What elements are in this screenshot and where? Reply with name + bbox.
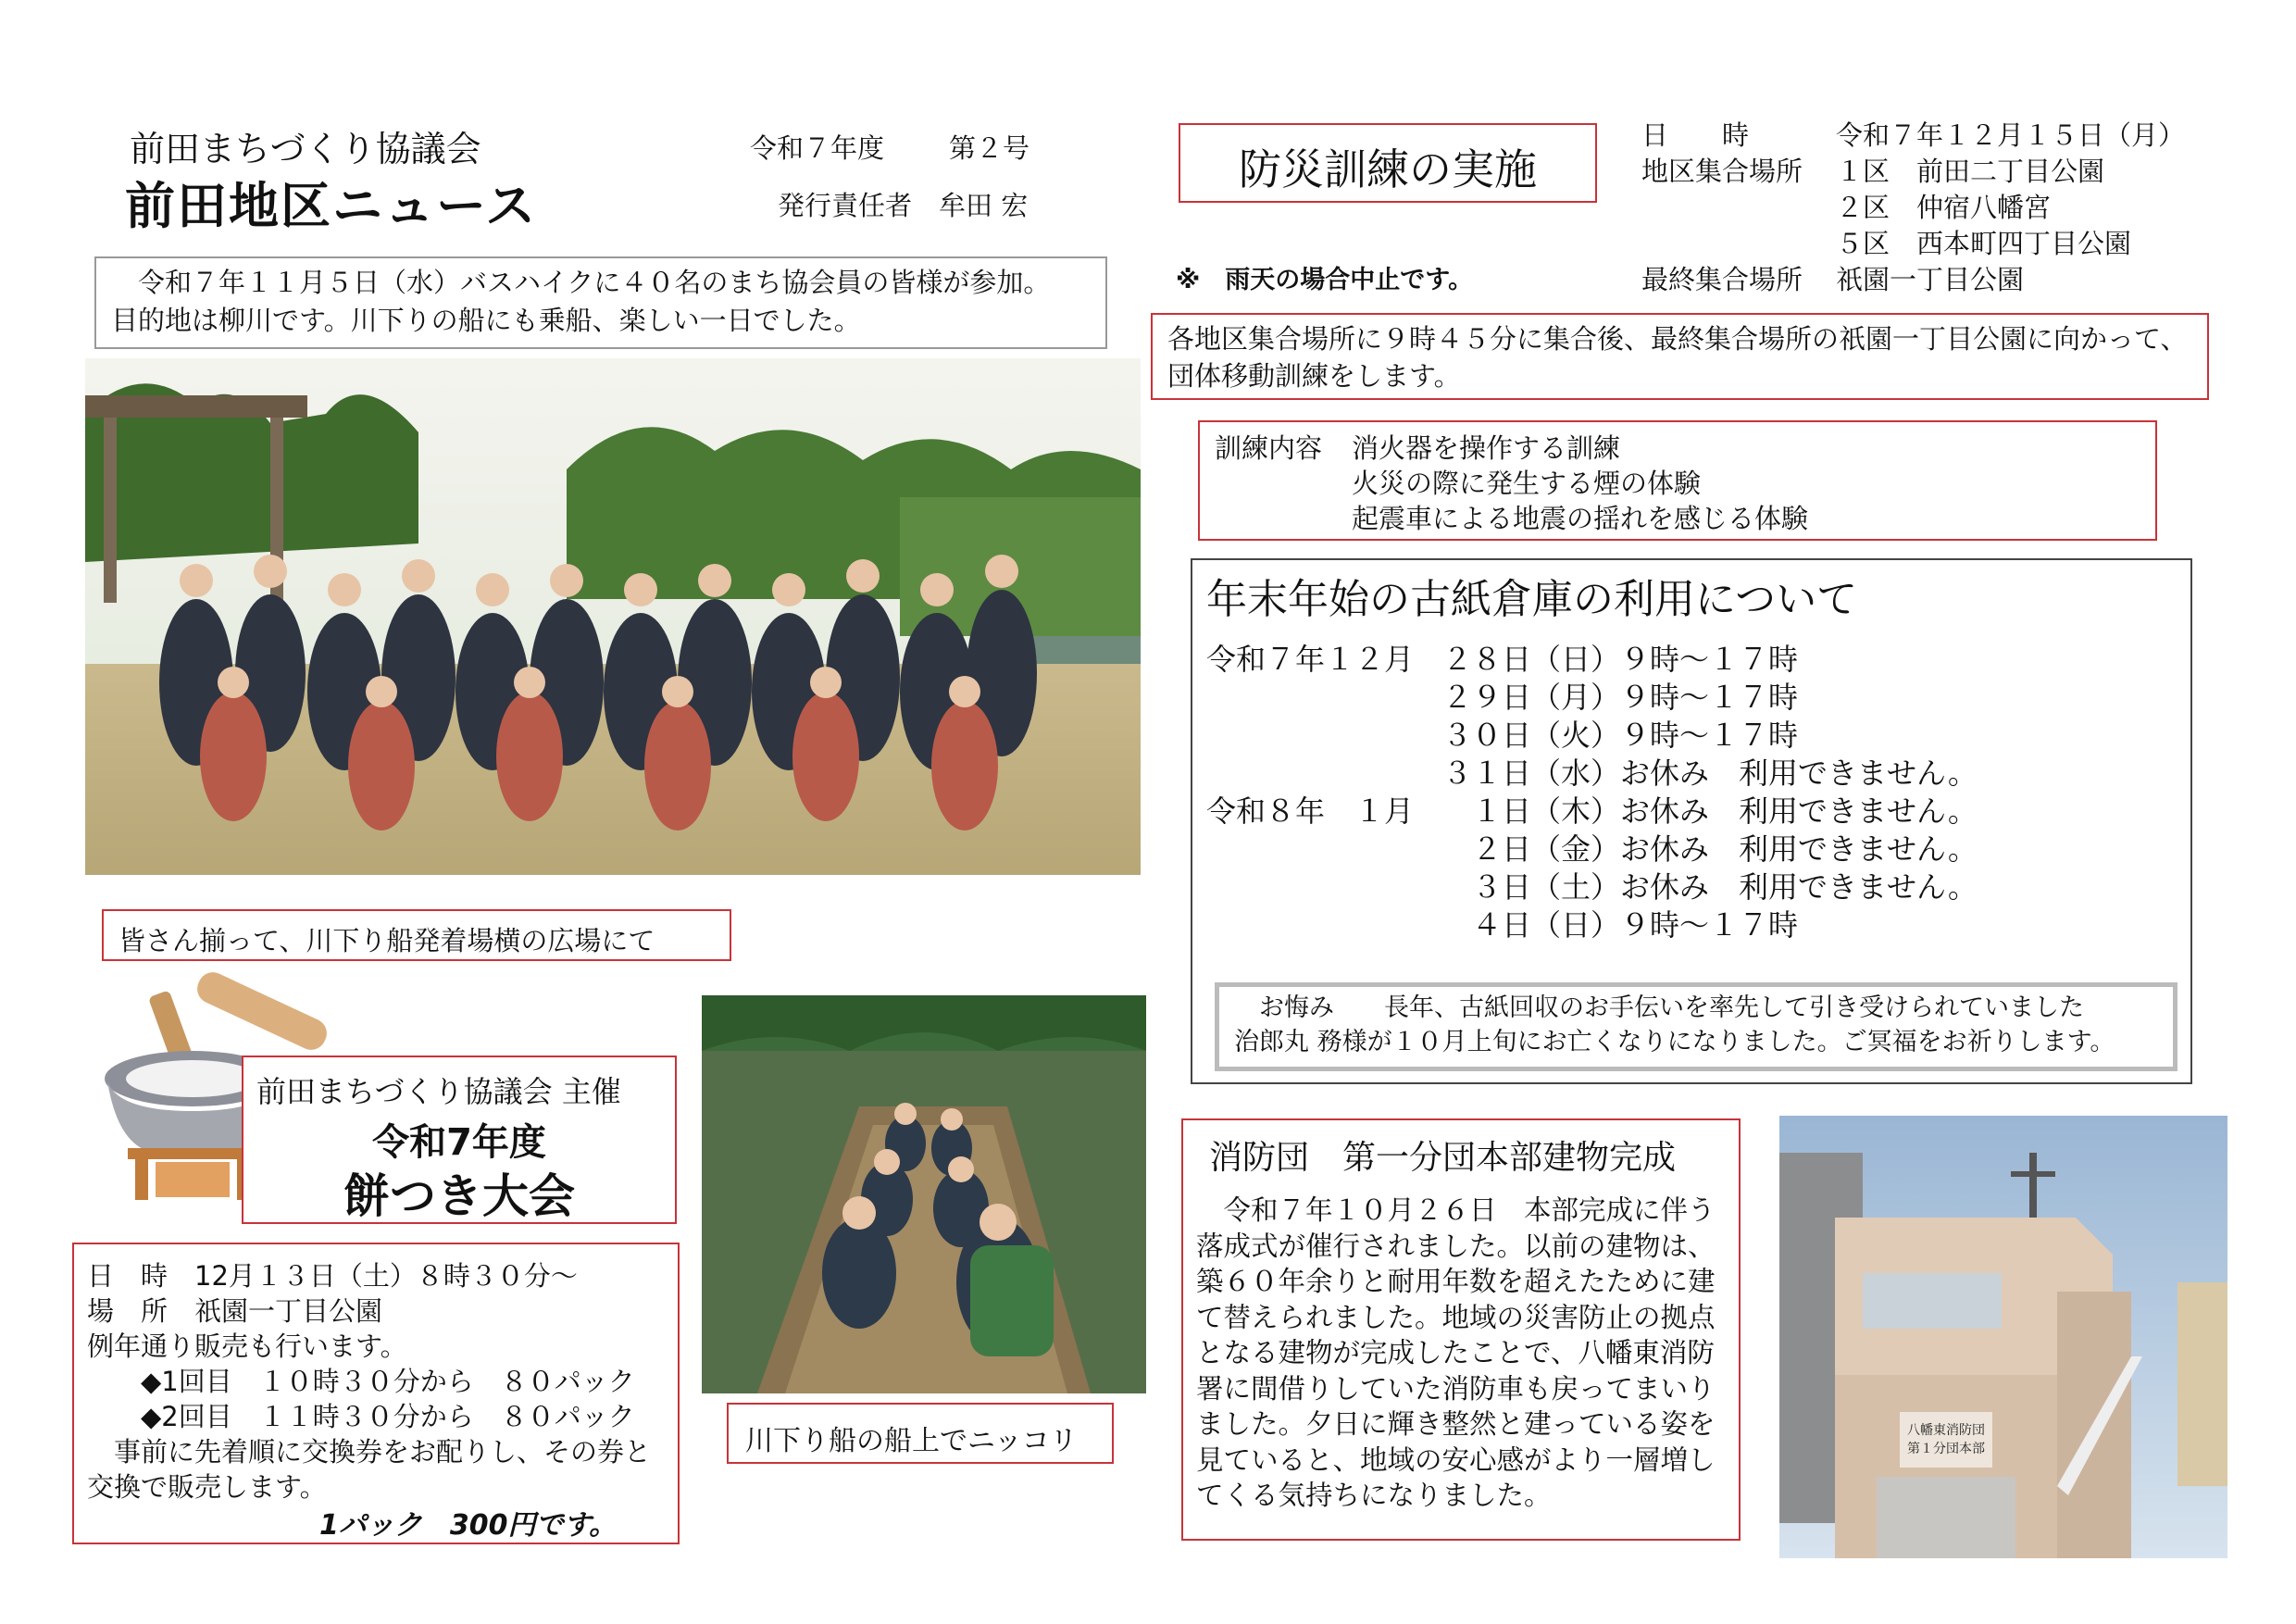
org-name: 前田まちづくり協議会 [130, 129, 481, 169]
mochi-details-box [72, 1243, 680, 1544]
mochi-detail-line: ◆2回目 １１時３０分から ８０パック [87, 1401, 635, 1432]
boat-photo [702, 995, 1146, 1393]
warehouse-box [1191, 558, 2192, 1084]
mochi-detail-line: ◆1回目 １０時３０分から ８０パック [87, 1366, 635, 1397]
group-photo-image [85, 358, 1141, 875]
boat-photo-caption: 川下り船の船上でニッコリ [745, 1425, 1078, 1457]
schedule-value: 祇園一丁目公園 [1836, 264, 2025, 295]
warehouse-day: １日（木）お休み 利用できません。 [1442, 793, 1978, 829]
fire-brigade-box [1181, 1118, 1741, 1541]
bus-hike-intro: 令和７年１１月５日（水）バスハイクに４０名のまち協会員の皆様が参加。 目的地は柳川です。川下りの船にも乗船、楽しい一日でした。 [111, 267, 1051, 336]
fire-station-photo [1779, 1116, 2227, 1558]
warehouse-day: ２９日（月）９時～１７時 [1442, 680, 1799, 715]
bus-hike-intro-box [94, 256, 1107, 349]
mochi-title-box [242, 1056, 677, 1224]
garage-door [1877, 1477, 2015, 1558]
warehouse-day: ３０日（火）９時～１７時 [1442, 718, 1799, 753]
mochi-detail-line: 交換で販売します。 [87, 1471, 327, 1503]
mochi-host: 前田まちづくり協議会 主催 [256, 1074, 621, 1109]
warehouse-day: ３日（土）お休み 利用できません。 [1442, 869, 1978, 905]
mallet-head [193, 972, 331, 1055]
fire-brigade-title: 消防団 第一分団本部建物完成 [1209, 1139, 1677, 1177]
warehouse-month: 令和８年 １月 [1206, 793, 1415, 829]
building-window [1863, 1273, 2002, 1329]
issue-number: 第２号 [949, 132, 1030, 164]
warehouse-day: ２日（金）お休み 利用できません。 [1442, 831, 1978, 867]
drill-content-item: 火災の際に発生する煙の体験 [1352, 468, 1702, 499]
condolence-box [1215, 982, 2177, 1071]
rice-cake [126, 1060, 259, 1097]
publisher: 発行責任者 牟田 宏 [778, 190, 1029, 221]
schedule-value: 令和７年１２月１５日（月） [1836, 119, 2186, 151]
warehouse-title: 年末年始の古紙倉庫の利用について [1206, 576, 1858, 623]
drill-content-item: 起震車による地震の揺れを感じる体験 [1352, 503, 1809, 534]
drill-movement: 各地区集合場所に９時４５分に集合後、最終集合場所の祇園一丁目公園に向かって、 団体移動訓練をします。 [1167, 323, 2188, 392]
schedule-label: 日 時 [1641, 119, 1750, 151]
drill-content-item: 消火器を操作する訓練 [1352, 432, 1621, 464]
warehouse-day: ３１日（水）お休み 利用できません。 [1442, 756, 1978, 791]
mochi-title: 餅つき大会 [343, 1169, 575, 1223]
mochi-detail-line: 場 所 祇園一丁目公園 [87, 1295, 383, 1327]
schedule-label: 最終集合場所 [1641, 264, 1803, 295]
sign-line-2: 第１分団本部 [1907, 1442, 1985, 1456]
schedule-value: ２区 仲宿八幡宮 [1836, 192, 2052, 223]
mochi-price: 1パック 300円です。 [319, 1509, 618, 1542]
newsletter-title: 前田地区ニュース [125, 177, 538, 235]
group-photo-caption-box [102, 909, 731, 961]
warehouse-month: 令和７年１２月 [1206, 642, 1415, 677]
mochi-year: 令和7年度 [372, 1121, 546, 1164]
condolence-text: お悔み 長年、古紙回収のお手伝いを率先して引き受けられていました 治郎丸 務様が１０月上旬にお亡くなりになりました。ご冥福をお祈りします。 [1234, 993, 2115, 1056]
group-photo-caption: 皆さん揃って、川下り船発着場横の広場にて [119, 925, 655, 956]
schedule-label: 地区集合場所 [1641, 156, 1803, 187]
group-photo [85, 358, 1141, 875]
sign-line-1: 八幡東消防団 [1907, 1423, 1985, 1438]
drill-contents-box [1198, 420, 2157, 541]
schedule-value: ５区 西本町四丁目公園 [1836, 228, 2132, 259]
mochi-detail-line: 事前に先着順に交換券をお配りし、その券と [87, 1436, 652, 1468]
warehouse-day: ４日（日）９時～１７時 [1442, 907, 1799, 943]
warehouse-day: ２８日（日）９時～１７時 [1442, 642, 1799, 677]
mochi-detail-line: 例年通り販売も行います。 [87, 1330, 407, 1362]
drill-title: 防災訓練の実施 [1239, 144, 1537, 194]
drill-schedule [1641, 115, 2271, 300]
boat-photo-caption-box [727, 1403, 1114, 1464]
drill-contents-label: 訓練内容 [1215, 432, 1323, 464]
issue-year: 令和７年度 [750, 132, 885, 164]
mochi-detail-line: 日 時 12月１３日（土）８時３０分～ [87, 1260, 578, 1292]
rain-note: ※ 雨天の場合中止です。 [1176, 266, 1474, 294]
fire-brigade-body: 令和７年１０月２６日 本部完成に伴う 落成式が催行されました。以前の建物は、 築６０年余りと耐用年数を超えたために建 て替えられました。地域の災害防止の拠点 となる建物が完成したことで、八幡東消防 署に間借りしていた消防車も戻ってまいり ました。夕日に輝き整然と建っている姿を 見ていると、地域の安心感がより一層増し てくる気持ちになりました。 [1196, 1194, 1716, 1511]
schedule-value: １区 前田二丁目公園 [1836, 156, 2105, 187]
drill-title-box [1179, 123, 1597, 203]
drill-movement-box [1151, 313, 2209, 400]
building-sign [1900, 1412, 1992, 1468]
